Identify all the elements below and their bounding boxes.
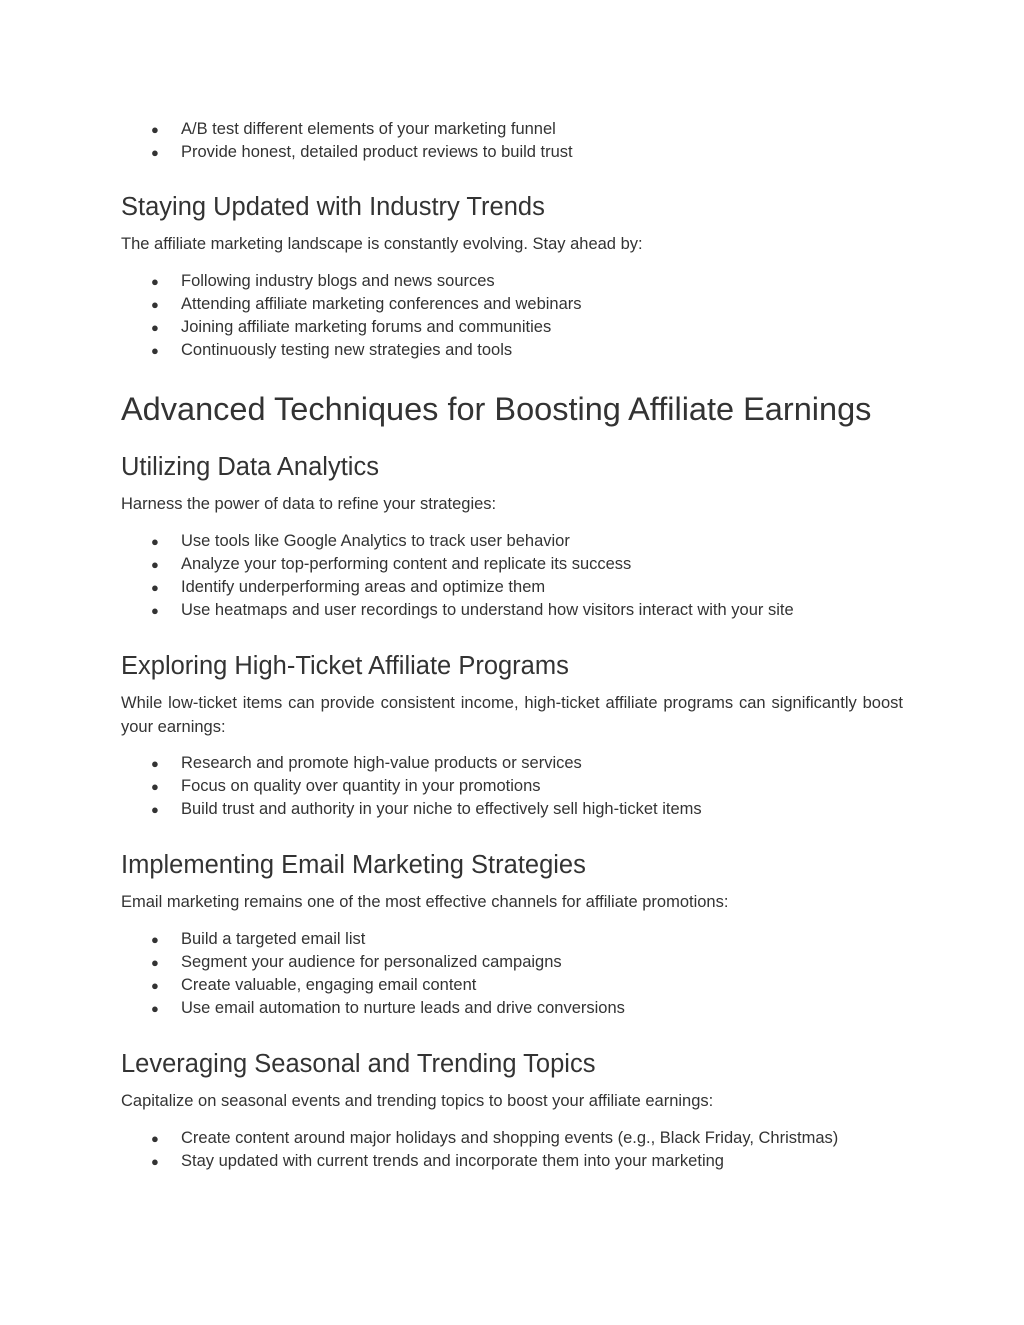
- list-item: [121, 928, 903, 951]
- list-item: [121, 1127, 903, 1150]
- section-heading-staying-updated: Staying Updated with Industry Trends: [121, 193, 545, 222]
- bullet-icon: ●: [151, 343, 159, 359]
- list-item: [121, 974, 903, 997]
- bullet-icon: ●: [151, 779, 159, 795]
- bullet-icon: ●: [151, 556, 159, 572]
- list-item: [121, 530, 903, 553]
- list-item-text: Attending affiliate marketing conferences and webinars: [181, 294, 582, 313]
- list-item: [121, 141, 903, 164]
- seasonal-bullet-list: [121, 1127, 903, 1173]
- bullet-icon: ●: [151, 273, 159, 289]
- section-intro-data-analytics: Harness the power of data to refine your strategies:: [121, 495, 497, 514]
- bullet-icon: ●: [151, 1130, 159, 1146]
- list-item-text: Continuously testing new strategies and tools: [181, 341, 513, 360]
- bullet-icon: ●: [151, 978, 159, 994]
- bullet-icon: ●: [151, 755, 159, 771]
- bullet-icon: ●: [151, 580, 159, 596]
- high-ticket-bullet-list: [121, 752, 903, 822]
- list-item: [121, 316, 903, 339]
- page-title: Advanced Techniques for Boosting Affiliate Earnings: [121, 391, 872, 428]
- list-item-text: A/B test different elements of your marketing funnel: [181, 120, 556, 138]
- list-item-text: Create content around major holidays and shopping events (e.g., Black Friday, Christmas): [181, 1128, 839, 1147]
- list-item: [121, 339, 903, 362]
- list-item: [121, 775, 903, 798]
- document-page: [121, 118, 903, 1173]
- bullet-icon: ●: [151, 603, 159, 619]
- list-item-text: Build a targeted email list: [181, 929, 366, 948]
- section-intro-staying-updated: The affiliate marketing landscape is constantly evolving. Stay ahead by:: [121, 235, 643, 254]
- list-item-text: Following industry blogs and news sources: [181, 271, 495, 290]
- section-heading-seasonal: Leveraging Seasonal and Trending Topics: [121, 1050, 596, 1079]
- list-item: [121, 270, 903, 293]
- list-item-text: Use email automation to nurture leads and drive conversions: [181, 999, 625, 1018]
- list-item-text: Identify underperforming areas and optimize them: [181, 578, 546, 597]
- list-item-text: Use tools like Google Analytics to track user behavior: [181, 531, 570, 550]
- bullet-icon: ●: [151, 145, 159, 161]
- section-intro-high-ticket: While low-ticket items can provide consistent income, high-ticket affiliate programs can significantly boost your earnings:: [121, 694, 903, 736]
- list-item: [121, 293, 903, 316]
- list-item-text: Stay updated with current trends and incorporate them into your marketing: [181, 1151, 724, 1170]
- bullet-icon: ●: [151, 931, 159, 947]
- bullet-icon: ●: [151, 802, 159, 818]
- list-item: [121, 997, 903, 1020]
- list-item-text: Joining affiliate marketing forums and communities: [181, 318, 552, 337]
- section-heading-email-marketing: Implementing Email Marketing Strategies: [121, 851, 586, 880]
- list-item: [121, 118, 903, 141]
- section-heading-data-analytics: Utilizing Data Analytics: [121, 453, 379, 482]
- bullet-icon: ●: [151, 320, 159, 336]
- list-item-text: Segment your audience for personalized campaigns: [181, 952, 562, 971]
- list-item: [121, 752, 903, 775]
- section-intro-email-marketing: Email marketing remains one of the most effective channels for affiliate promotions:: [121, 893, 729, 912]
- bullet-icon: ●: [151, 1001, 159, 1017]
- list-item-text: Research and promote high-value products or services: [181, 753, 582, 772]
- list-item-text: Provide honest, detailed product reviews to build trust: [181, 143, 573, 162]
- list-item-text: Analyze your top-performing content and replicate its success: [181, 554, 632, 573]
- list-item-text: Create valuable, engaging email content: [181, 976, 477, 995]
- bullet-icon: ●: [151, 1153, 159, 1169]
- bullet-icon: ●: [151, 954, 159, 970]
- data-analytics-bullet-list: [121, 530, 903, 623]
- list-item-text: Use heatmaps and user recordings to understand how visitors interact with your site: [181, 601, 794, 620]
- bullet-icon: ●: [151, 296, 159, 312]
- list-item: [121, 1150, 903, 1173]
- bullet-icon: ●: [151, 122, 159, 137]
- section-intro-seasonal: Capitalize on seasonal events and trending topics to boost your affiliate earnings:: [121, 1092, 714, 1111]
- list-item: [121, 798, 903, 821]
- list-item: [121, 599, 903, 622]
- list-item: [121, 951, 903, 974]
- list-item: [121, 576, 903, 599]
- bullet-icon: ●: [151, 533, 159, 549]
- section-heading-high-ticket: Exploring High-Ticket Affiliate Programs: [121, 652, 569, 681]
- top-bullet-list: [121, 118, 903, 164]
- list-item-text: Build trust and authority in your niche to effectively sell high-ticket items: [181, 800, 702, 819]
- staying-updated-bullet-list: [121, 270, 903, 363]
- email-marketing-bullet-list: [121, 928, 903, 1021]
- list-item-text: Focus on quality over quantity in your promotions: [181, 777, 541, 796]
- list-item: [121, 553, 903, 576]
